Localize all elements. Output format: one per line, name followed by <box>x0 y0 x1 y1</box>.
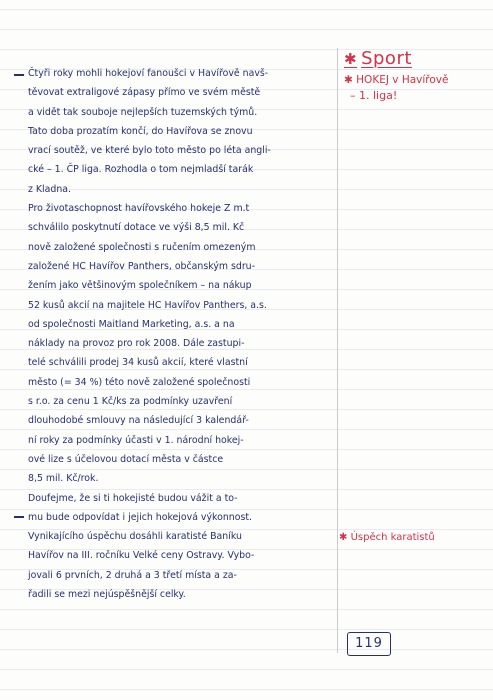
text-line: jovali 6 prvních, 2 druhá a 3 třetí místa a za- <box>28 569 237 581</box>
text-line: od společnosti Maitland Marketing, a.s. a na <box>28 318 235 330</box>
section-subtitle-1 <box>344 72 484 88</box>
side-note <box>339 532 489 543</box>
article-body <box>28 64 328 604</box>
margin-rule <box>337 48 338 653</box>
text-line: řadili se mezi nejúspěšnější celky. <box>28 589 186 601</box>
text-line: ní roky za podmínky účasti v 1. národní hokej- <box>28 434 244 446</box>
text-line: mu bude odpovídat i jejich hokejová výkonnost. <box>28 511 253 523</box>
dash-mark <box>14 74 24 76</box>
text-line: Pro životaschopnost havířovského hokeje Z m.t <box>28 203 250 215</box>
section-title-text: Sport <box>361 48 412 69</box>
text-line: 52 kusů akcií na majitele HC Havířov Panthers, a.s. <box>28 299 267 311</box>
text-line: vrací soutěž, ve které bylo toto město po léta angli- <box>28 145 271 157</box>
text-line: Vynikajícího úspěchu dosáhli karatisté Baníku <box>28 531 242 543</box>
text-line: a vidět tak souboje nejlepších tuzemských týmů. <box>28 106 258 118</box>
text-line: založené HC Havířov Panthers, občanským sdru- <box>28 260 256 272</box>
asterisk-icon: ✱ <box>344 50 358 68</box>
page-number: 119 <box>347 632 391 656</box>
section-heading <box>344 48 484 104</box>
text-line: náklady na provoz pro rok 2008. Dále zastupi- <box>28 338 245 350</box>
text-line: telé schválili prodej 34 kusů akcií, které vlastní <box>28 357 248 369</box>
text-line: ové lize s účelovou dotací města v částce <box>28 453 224 465</box>
text-line: s r.o. za cenu 1 Kč/ks za podmínky uzavření <box>28 396 233 408</box>
paragraph-2 <box>28 199 328 488</box>
text-line: 8,5 mil. Kč/rok. <box>28 473 99 485</box>
section-subtitle-2: – 1. liga! <box>350 89 398 102</box>
text-line: Tato doba prozatím končí, do Havířova se znovu <box>28 125 253 137</box>
text-line: Doufejme, že si ti hokejisté budou vážit a to- <box>28 492 238 504</box>
section-title <box>344 48 484 70</box>
text-line: žením jako většinovým společníkem – na nákup <box>28 280 252 292</box>
dash-mark <box>14 516 24 518</box>
paragraph-4 <box>28 527 328 604</box>
subtitle-text-1: HOKEJ v Havířově <box>356 74 449 86</box>
text-line: nově založené společnosti s ručením omezeným <box>28 241 256 253</box>
text-line: město (= 34 %) této nově založené společnosti <box>28 376 251 388</box>
text-line: z Kladna. <box>28 183 72 195</box>
text-line: schválilo poskytnutí dotace ve výši 8,5 mil. Kč <box>28 222 245 234</box>
paragraph-3 <box>28 489 328 528</box>
text-line: těvovat extraligové zápasy přímo ve svém městě <box>28 87 261 99</box>
text-line: Čtyři roky mohli hokejoví fanoušci v Havířově navš- <box>28 68 269 79</box>
asterisk-icon: ✱ <box>339 532 348 543</box>
asterisk-icon: ✱ <box>344 74 353 86</box>
text-line: Havířov na III. ročníku Velké ceny Ostravy. Vybo- <box>28 550 255 562</box>
text-line: cké – 1. ČP liga. Rozhodla o tom nejmladší tarák <box>28 164 254 176</box>
paragraph-1 <box>28 64 328 199</box>
text-line: dlouhodobé smlouvy na následující 3 kalendář- <box>28 415 249 427</box>
side-note-text: Úspěch karatistů <box>350 532 435 543</box>
